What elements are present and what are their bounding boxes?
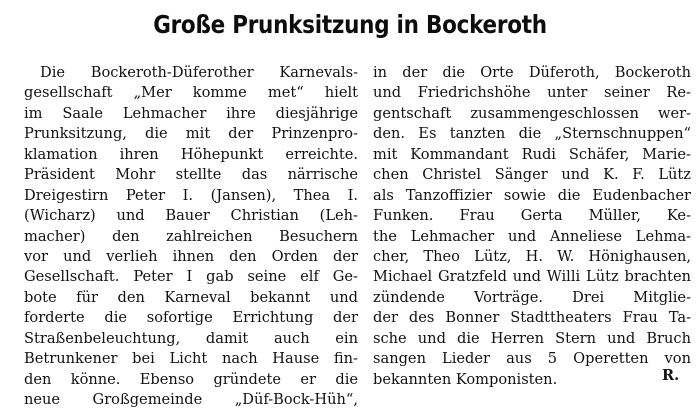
text-line: bekannten Komponisten.	[373, 370, 558, 388]
text-line: forderte die sofortige Errichtung der	[24, 309, 358, 327]
text-line: sangen Lieder aus 5 Operetten von	[373, 350, 691, 368]
text-line: Dreigestirn Peter I. (Jansen), Thea I.	[24, 186, 358, 204]
article-column-right	[373, 63, 691, 390]
text-line: den könne. Ebenso gründete er die	[24, 370, 358, 388]
text-line: vor und verlieh ihnen den Orden der	[24, 247, 358, 265]
text-line: gentschaft zusammengeschlossen wer-	[373, 104, 691, 122]
text-line: Gesellschaft. Peter I gab seine elf Ge-	[24, 268, 358, 286]
author-signature: R.	[662, 367, 680, 384]
text-line: und Friedrichshöhe unter seiner Re-	[373, 84, 691, 102]
text-line: bote für den Karneval bekannt und	[24, 288, 358, 306]
text-line: chen Christel Sänger und K. F. Lütz	[373, 166, 691, 184]
text-line: klamation ihren Höhepunkt erreichte.	[24, 145, 358, 163]
text-line: macher) den zahlreichen Besuchern	[24, 227, 358, 245]
text-line: Präsident Mohr stellte das närrische	[24, 166, 358, 184]
text-line: Betrunkener bei Licht nach Hause fin-	[24, 350, 358, 368]
text-line: (Wicharz) und Bauer Christian (Leh-	[24, 207, 358, 225]
text-line: im Saale Lehmacher ihre diesjährige	[24, 104, 358, 122]
text-line: der des Bonner Stadttheaters Frau Ta-	[373, 309, 691, 327]
text-line: sche und die Herren Stern und Bruch	[373, 329, 691, 347]
text-line: neue Großgemeinde „Düf-Bock-Hüh“,	[24, 391, 358, 408]
text-line: in der die Orte Düferoth, Bockeroth	[373, 64, 691, 81]
text-line: Die Bockeroth-Düferother Karnevals-	[40, 64, 358, 81]
text-line: zündende Vorträge. Drei Mitglie-	[373, 288, 691, 306]
text-line: Michael Gratzfeld und Willi Lütz brachten	[373, 268, 691, 286]
article-headline: Große Prunksitzung in Bockeroth	[153, 10, 547, 39]
text-line: cher, Theo Lütz, H. W. Hönighausen,	[373, 247, 691, 265]
text-line: Funken. Frau Gerta Müller, Ke-	[373, 207, 691, 225]
text-line: als Tanzoffizier sowie die Eudenbacher	[373, 186, 691, 204]
text-line: the Lehmacher und Anneliese Lehma-	[373, 227, 691, 245]
text-line: den. Es tanzten die „Sternschnuppen“	[373, 125, 691, 143]
text-line: Prunksitzung, die mit der Prinzenpro-	[24, 125, 358, 143]
text-line: mit Kommandant Rudi Schäfer, Marie-	[373, 145, 691, 163]
article-column-left	[24, 63, 358, 410]
text-line: gesellschaft „Mer komme met“ hielt	[24, 84, 358, 102]
text-line: Straßenbeleuchtung, damit auch ein	[24, 329, 358, 347]
